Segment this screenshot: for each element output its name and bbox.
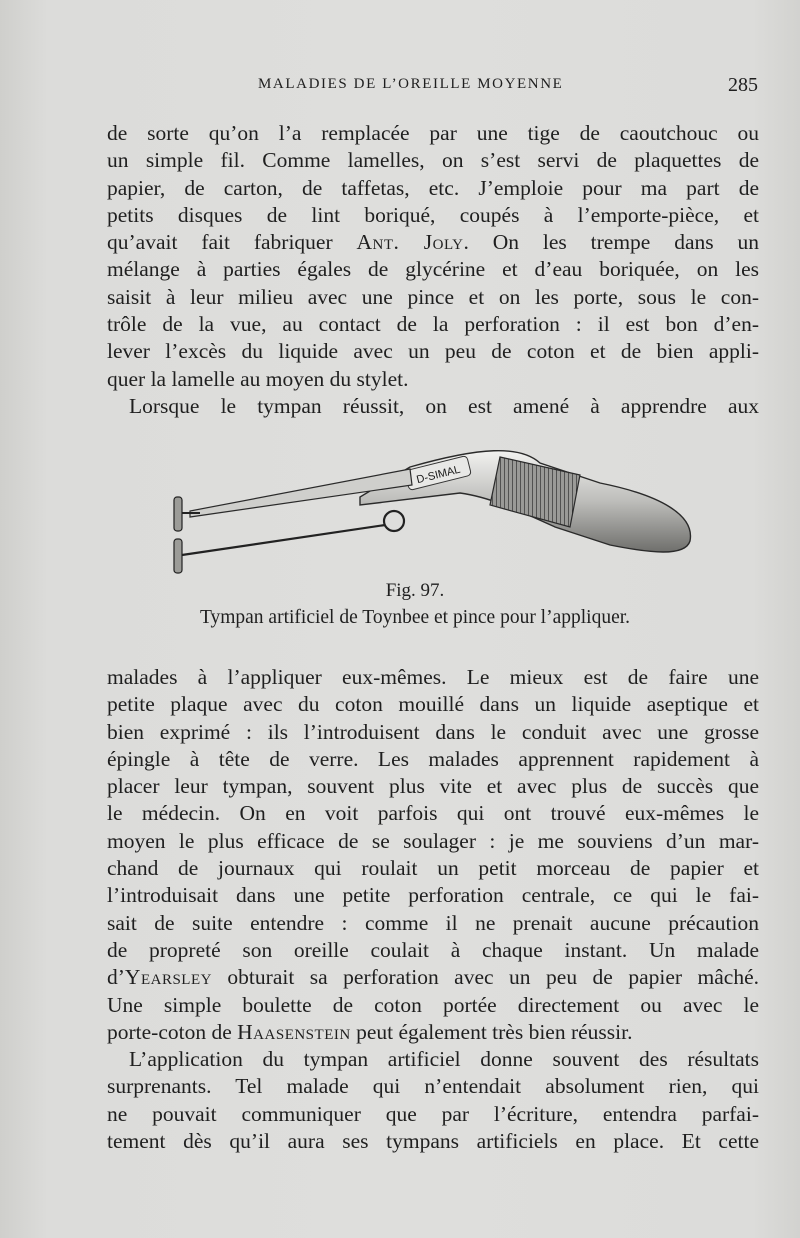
text-line: surprenants. Tel malade qui n’entendait absolument rien, qui — [107, 1074, 759, 1099]
author-name: Yearsley — [124, 965, 212, 990]
text-line: mélange à parties égales de glycérine et d’eau boriquée, on les — [107, 257, 759, 282]
text-block-top — [107, 120, 759, 420]
text-line: ne pouvait communiquer que par l’écriture, entendra parfai- — [107, 1101, 759, 1126]
text-line: sait de suite entendre : comme il ne prenait aucune précaution — [107, 910, 759, 935]
text-line: un simple fil. Comme lamelles, on s’est servi de plaquettes de — [107, 148, 759, 173]
text-line: le médecin. On en voit parfois qui ont trouvé eux-mêmes le — [107, 801, 759, 826]
text-line: petite plaque avec du coton mouillé dans un liquide aseptique et — [107, 692, 759, 717]
text-line: qu’avait fait fabriquer Ant. Joly. On les trempe dans un — [107, 230, 759, 255]
text-line: de propreté son oreille coulait à chaque instant. Un malade — [107, 937, 759, 962]
engraving-text: D-SIMAL — [415, 463, 462, 487]
text-line: moyen le plus efficace de se soulager : je me souviens d’un mar- — [107, 828, 759, 853]
tympanum-ring — [384, 511, 404, 531]
text-line: quer la lamelle au moyen du stylet. — [107, 366, 409, 391]
figure-caption: Tympan artificiel de Toynbee et pince pour l’appliquer. — [199, 607, 631, 628]
text-line: malades à l’appliquer eux-mêmes. Le mieux est de faire une — [107, 665, 759, 689]
text-line: trôle de la vue, au contact de la perforation : il est bon d’en- — [107, 312, 759, 337]
text-line: porte-coton de Haasenstein peut également très bien réussir. — [107, 1019, 633, 1044]
text-line: placer leur tympan, souvent plus vite et avec plus de succès que — [107, 774, 759, 799]
text-line: petits disques de lint boriqué, coupés à l’emporte-pièce, et — [107, 202, 759, 227]
text-line: L’application du tympan artificiel donne souvent des résultats — [129, 1047, 759, 1072]
text-line: Une simple boulette de coton portée directement ou avec le — [107, 992, 759, 1017]
author-name: Haasenstein — [237, 1019, 351, 1044]
text-line: chand de journaux qui roulait un petit morceau de papier et — [107, 856, 759, 881]
text-line: de sorte qu’on l’a remplacée par une tige de caoutchouc ou — [107, 121, 759, 145]
text-line: bien exprimé : ils l’introduisent dans le conduit avec une grosse — [107, 719, 759, 744]
text-line: d’Yearsley obturait sa perforation avec un peu de papier mâché. — [107, 965, 759, 990]
running-title: MALADIES DE L’OREILLE MOYENNE — [258, 76, 564, 92]
tympan-disc — [174, 497, 182, 531]
text-line: épingle à tête de verre. Les malades apprennent rapidement à — [107, 746, 759, 771]
text-line: saisit à leur milieu avec une pince et on les porte, sous le con- — [107, 284, 759, 309]
tympanum-wire — [182, 525, 385, 555]
text-block-bottom — [107, 664, 759, 1155]
text-line: tement dès qu’il aura ses tympans artificiels en place. Et cette — [107, 1129, 759, 1154]
forceps-grip — [490, 457, 580, 527]
figure-label: Fig. 97. — [385, 580, 445, 601]
figure-illustration — [160, 445, 700, 585]
page-number: 285 — [728, 74, 758, 96]
text-line: Lorsque le tympan réussit, on est amené à apprendre aux — [129, 393, 759, 418]
text-line: papier, de carton, de taffetas, etc. J’emploie pour ma part de — [107, 175, 759, 200]
toynbee-tympanum-disc — [174, 539, 182, 573]
author-name: Ant. Joly — [356, 230, 464, 255]
page-header — [108, 76, 758, 104]
text-line: lever l’excès du liquide avec un peu de coton et de bien appli- — [107, 339, 759, 364]
text-line: l’introduisait dans une petite perforation centrale, ce qui le fai- — [107, 883, 759, 908]
